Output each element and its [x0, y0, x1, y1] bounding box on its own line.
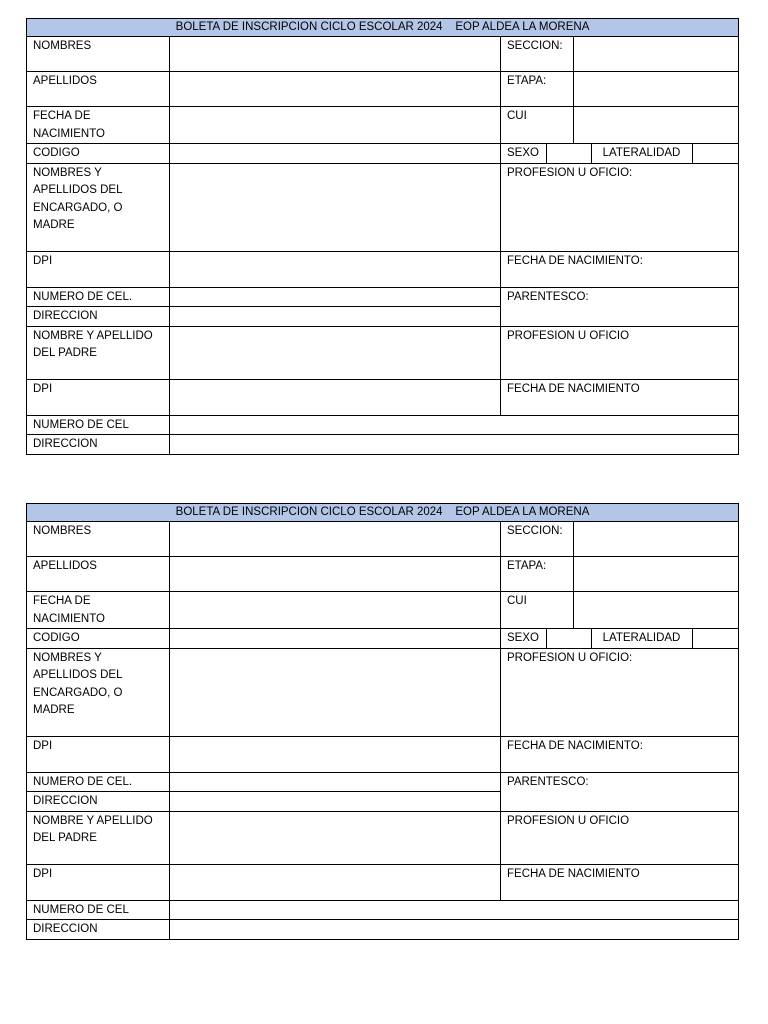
label-cui: CUI [501, 592, 574, 629]
label-padre: NOMBRE Y APELLIDO DEL PADRE [27, 326, 170, 379]
field-padre[interactable] [170, 811, 501, 864]
field-encargado[interactable] [170, 163, 501, 251]
label-seccion: SECCION: [501, 522, 574, 557]
field-cel-padre[interactable] [170, 415, 739, 435]
field-encargado[interactable] [170, 648, 501, 736]
field-codigo[interactable] [170, 629, 501, 649]
field-lateralidad[interactable] [692, 629, 739, 648]
label-parentesco: PARENTESCO: [507, 290, 589, 303]
inscription-form [26, 503, 738, 940]
label-encargado: NOMBRES Y APELLIDOS DEL ENCARGADO, O MADRE [27, 648, 170, 736]
field-cel-encargado[interactable] [170, 287, 501, 307]
field-direccion-padre[interactable] [170, 435, 739, 455]
label-fecha-nacimiento-encargado: FECHA DE NACIMIENTO: [507, 739, 643, 752]
label-dpi-padre: DPI [27, 379, 170, 415]
field-apellidos[interactable] [170, 557, 501, 592]
form-header: BOLETA DE INSCRIPCION CICLO ESCOLAR 2024 EOP ALDEA LA MORENA [27, 504, 739, 522]
field-parentesco[interactable] [501, 287, 739, 326]
field-fecha-nacimiento-padre[interactable] [501, 379, 739, 415]
label-dpi-encargado: DPI [27, 736, 170, 772]
label-seccion: SECCION: [501, 37, 574, 72]
label-parentesco: PARENTESCO: [507, 775, 589, 788]
label-profesion-padre: PROFESION U OFICIO [507, 329, 630, 342]
label-fecha-nacimiento-padre: FECHA DE NACIMIENTO [507, 867, 640, 880]
field-etapa[interactable] [574, 72, 739, 107]
label-cel-padre: NUMERO DE CEL [27, 415, 170, 435]
sexo-lateralidad-cell [501, 144, 739, 164]
field-dpi-encargado[interactable] [170, 251, 501, 287]
label-sexo: SEXO [507, 147, 539, 159]
label-padre: NOMBRE Y APELLIDO DEL PADRE [27, 811, 170, 864]
field-dpi-encargado[interactable] [170, 736, 501, 772]
label-dpi-padre: DPI [27, 864, 170, 900]
label-lateralidad: LATERALIDAD [591, 144, 692, 163]
field-apellidos[interactable] [170, 72, 501, 107]
label-cel-encargado: NUMERO DE CEL. [27, 772, 170, 792]
field-codigo[interactable] [170, 144, 501, 164]
label-encargado: NOMBRES Y APELLIDOS DEL ENCARGADO, O MADRE [27, 163, 170, 251]
label-nombres: NOMBRES [27, 37, 170, 72]
field-etapa[interactable] [574, 557, 739, 592]
label-fecha-nacimiento-encargado: FECHA DE NACIMIENTO: [507, 254, 643, 267]
field-profesion-encargado[interactable] [501, 163, 739, 251]
label-sexo: SEXO [507, 632, 539, 644]
field-fecha-nacimiento[interactable] [170, 592, 501, 629]
field-cui[interactable] [574, 592, 739, 629]
field-direccion-encargado[interactable] [170, 307, 501, 327]
label-lateralidad: LATERALIDAD [591, 629, 692, 648]
field-parentesco[interactable] [501, 772, 739, 811]
field-profesion-encargado[interactable] [501, 648, 739, 736]
label-fecha-nacimiento-padre: FECHA DE NACIMIENTO [507, 382, 640, 395]
field-seccion[interactable] [574, 522, 739, 557]
field-direccion-padre[interactable] [170, 920, 739, 940]
form-header: BOLETA DE INSCRIPCION CICLO ESCOLAR 2024 EOP ALDEA LA MORENA [27, 19, 739, 37]
label-apellidos: APELLIDOS [27, 557, 170, 592]
inscription-table [26, 503, 739, 940]
label-profesion-encargado: PROFESION U OFICIO: [507, 651, 633, 664]
sexo-lateralidad-cell [501, 629, 739, 649]
label-direccion-encargado: DIRECCION [27, 792, 170, 812]
inscription-form [26, 18, 738, 455]
label-cel-padre: NUMERO DE CEL [27, 900, 170, 920]
field-lateralidad[interactable] [692, 144, 739, 163]
label-codigo: CODIGO [27, 629, 170, 649]
inscription-table [26, 18, 739, 455]
field-fecha-nacimiento-encargado[interactable] [501, 251, 739, 287]
field-sexo[interactable] [546, 144, 591, 163]
label-codigo: CODIGO [27, 144, 170, 164]
label-cui: CUI [501, 107, 574, 144]
label-direccion-padre: DIRECCION [27, 920, 170, 940]
label-etapa: ETAPA: [501, 557, 574, 592]
label-fecha-nacimiento: FECHA DE NACIMIENTO [27, 107, 170, 144]
label-profesion-encargado: PROFESION U OFICIO: [507, 166, 633, 179]
label-cel-encargado: NUMERO DE CEL. [27, 287, 170, 307]
field-fecha-nacimiento-encargado[interactable] [501, 736, 739, 772]
field-fecha-nacimiento-padre[interactable] [501, 864, 739, 900]
field-sexo[interactable] [546, 629, 591, 648]
field-dpi-padre[interactable] [170, 379, 501, 415]
field-nombres[interactable] [170, 522, 501, 557]
label-etapa: ETAPA: [501, 72, 574, 107]
field-cui[interactable] [574, 107, 739, 144]
label-profesion-padre: PROFESION U OFICIO [507, 814, 630, 827]
label-apellidos: APELLIDOS [27, 72, 170, 107]
field-cel-padre[interactable] [170, 900, 739, 920]
field-nombres[interactable] [170, 37, 501, 72]
label-dpi-encargado: DPI [27, 251, 170, 287]
field-fecha-nacimiento[interactable] [170, 107, 501, 144]
field-dpi-padre[interactable] [170, 864, 501, 900]
label-fecha-nacimiento: FECHA DE NACIMIENTO [27, 592, 170, 629]
label-nombres: NOMBRES [27, 522, 170, 557]
field-profesion-padre[interactable] [501, 811, 739, 864]
field-direccion-encargado[interactable] [170, 792, 501, 812]
field-profesion-padre[interactable] [501, 326, 739, 379]
field-padre[interactable] [170, 326, 501, 379]
field-cel-encargado[interactable] [170, 772, 501, 792]
label-direccion-encargado: DIRECCION [27, 307, 170, 327]
label-direccion-padre: DIRECCION [27, 435, 170, 455]
field-seccion[interactable] [574, 37, 739, 72]
